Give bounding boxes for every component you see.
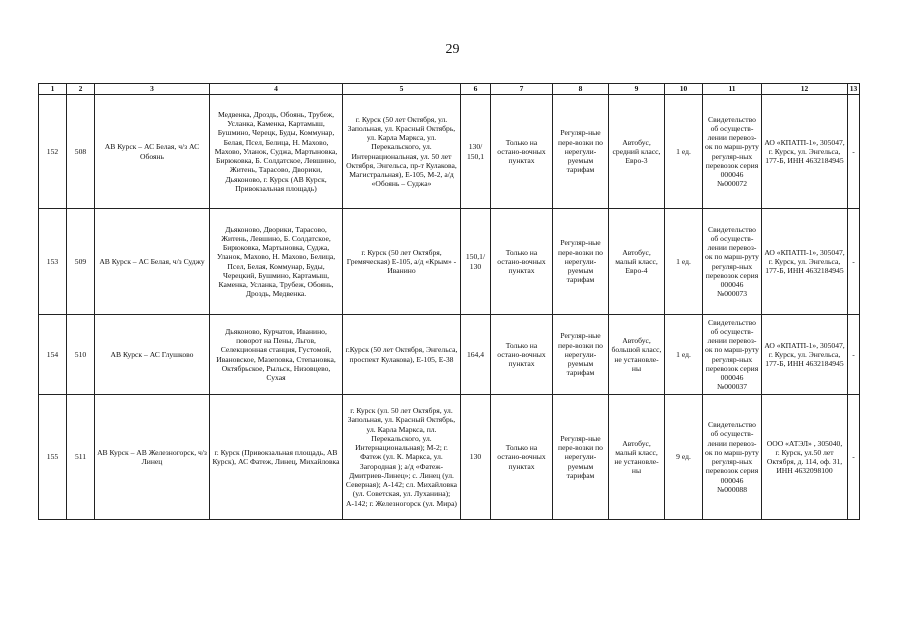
notes: - [848,209,860,315]
column-header: 9 [609,84,665,95]
notes: - [848,395,860,520]
boarding-order: Только на остано-вочных пунктах [491,395,553,520]
route-name: АВ Курск – АС Белая, ч/з АС Обоянь [95,95,210,209]
row-index: 155 [39,395,67,520]
carrier: АО «КПАТП-1», 305047, г. Курск, ул. Энгельса, 177-Б, ИНН 4632184945 [762,315,848,395]
transport-type: Регуляр-ные пере-возки по нерегули-руемым тарифам [553,395,609,520]
column-header: 10 [665,84,703,95]
route-streets: г. Курск (50 лет Октября, ул. Запольная, ул. Красный Октябрь, ул. Карла Маркса, ул. Перекальского, ул. Интернациональная, ул. 50 лет Октября, Энгельса, пр-т Кулакова, Магистральная), Е-105, М-2, а/д «Обоянь – Суджа» [343,95,461,209]
table-row [39,315,860,395]
table-row [39,95,860,209]
certificate: Свидетельство об осуществ-лении перевоз-ок по марш-руту регуляр-ных перевозок серия 000046 №000037 [703,315,762,395]
route-length: 130/ 150,1 [461,95,491,209]
route-length: 164,4 [461,315,491,395]
carrier: АО «КПАТП-1», 305047, г. Курск, ул. Энгельса, 177-Б, ИНН 4632184945 [762,209,848,315]
column-header: 6 [461,84,491,95]
routes-table [38,83,860,520]
column-header: 4 [210,84,343,95]
certificate: Свидетельство об осуществ-лении перевоз-ок по марш-руту регуляр-ных перевозок серия 000046 №000088 [703,395,762,520]
vehicle-count: 9 ед. [665,395,703,520]
boarding-order: Только на остано-вочных пунктах [491,315,553,395]
notes: - [848,95,860,209]
vehicle-count: 1 ед. [665,95,703,209]
table-row [39,395,860,520]
route-name: АВ Курск – АС Глушково [95,315,210,395]
route-length: 130 [461,395,491,520]
notes: - [848,315,860,395]
column-header: 7 [491,84,553,95]
column-header: 11 [703,84,762,95]
transport-type: Регуляр-ные пере-возки по нерегули-руемым тарифам [553,209,609,315]
column-header: 12 [762,84,848,95]
row-index: 153 [39,209,67,315]
vehicle-count: 1 ед. [665,315,703,395]
vehicle-class: Автобус, средний класс, Евро-3 [609,95,665,209]
row-index: 154 [39,315,67,395]
route-streets: г. Курск (ул. 50 лет Октября, ул. Запольная, ул. Красный Октябрь, ул. Карла Маркса, пл. Перекальского, ул. Интернациональная); М-2; г. Фатеж (ул. К. Маркса, ул. Загородная ); а/д «Фатеж-Дмитриев-Линец»; с. Линец (ул. Северная); А-142; сл. Михайловка (ул. Советская, ул. Луханина); А-142; г. Железногорск (ул. Мира) [343,395,461,520]
column-header: 1 [39,84,67,95]
route-number: 509 [67,209,95,315]
column-header: 5 [343,84,461,95]
vehicle-class: Автобус, большой класс, не установле-ны [609,315,665,395]
route-number: 508 [67,95,95,209]
route-name: АВ Курск – АС Белая, ч/з Суджу [95,209,210,315]
intermediate-stops: г. Курск (Привокзальная площадь, АВ Курск), АС Фатеж, Линец, Михайловка [210,395,343,520]
vehicle-class: Автобус, малый класс, не установле-ны [609,395,665,520]
certificate: Свидетельство об осуществ-лении перевоз-ок по марш-руту регуляр-ных перевозок серия 000046 №000073 [703,209,762,315]
route-number: 511 [67,395,95,520]
carrier: АО «КПАТП-1», 305047, г. Курск, ул. Энгельса, 177-Б, ИНН 4632184945 [762,95,848,209]
page-number: 29 [445,42,460,57]
intermediate-stops: Дьяконово, Курчатов, Иванино, поворот на Пены, Льгов, Селекционная станция, Густомой, Ивановское, Мазеповка, Степановка, Октябрьское, Рыльск, Низовцево, Сухая [210,315,343,395]
route-streets: г. Курск (50 лет Октября, Гремяческая) Е-105, а/д «Крым» - Иванино [343,209,461,315]
intermediate-stops: Дьяконово, Дворики, Тарасово, Житень, Левшино, Б. Солдатское, Бирюковка, Мартыновка, Суджа, Уланок, Махово, Н. Махово, Белица, Псел, Белая, Коммунар, Буды, Черецкий, Бушмино, Картамыш, Каменка, Усланка, Трубеж, Обоянь, Дроздь, Медвенка. [210,209,343,315]
column-header: 2 [67,84,95,95]
row-index: 152 [39,95,67,209]
table-header-row [39,84,860,95]
table-row [39,209,860,315]
certificate: Свидетельство об осуществ-лении перевоз-ок по марш-руту регуляр-ных перевозок серия 000046 №000072 [703,95,762,209]
route-length: 150,1/ 130 [461,209,491,315]
column-header: 13 [848,84,860,95]
intermediate-stops: Медвенка, Дроздь, Обоянь, Трубеж, Усланка, Каменка, Картамыш, Бушмино, Черецк, Буды, Коммунар, Белая, Псел, Белица, Н. Махово, Махово, Уланок, Суджа, Мартыновка, Бирюковка, Б. Солдатское, Левшино, Житень, Тарасово, Дворики, Дьяконово, г. Курск (АВ Курск, Привокзальная площадь) [210,95,343,209]
carrier: ООО «АТЭЛ» , 305040, г. Курск, ул.50 лет Октября, д. 114, оф. 31, ИНН 4632098100 [762,395,848,520]
route-name: АВ Курск – АВ Железногорск, ч/з Линец [95,395,210,520]
route-number: 510 [67,315,95,395]
column-header: 3 [95,84,210,95]
transport-type: Регуляр-ные пере-возки по нерегули-руемым тарифам [553,315,609,395]
boarding-order: Только на остано-вочных пунктах [491,209,553,315]
vehicle-class: Автобус, малый класс, Евро-4 [609,209,665,315]
column-header: 8 [553,84,609,95]
transport-type: Регуляр-ные пере-возки по нерегули-руемым тарифам [553,95,609,209]
boarding-order: Только на остано-вочных пунктах [491,95,553,209]
vehicle-count: 1 ед. [665,209,703,315]
route-streets: г.Курск (50 лет Октября, Энгельса, проспект Кулакова), Е-105, Е-38 [343,315,461,395]
